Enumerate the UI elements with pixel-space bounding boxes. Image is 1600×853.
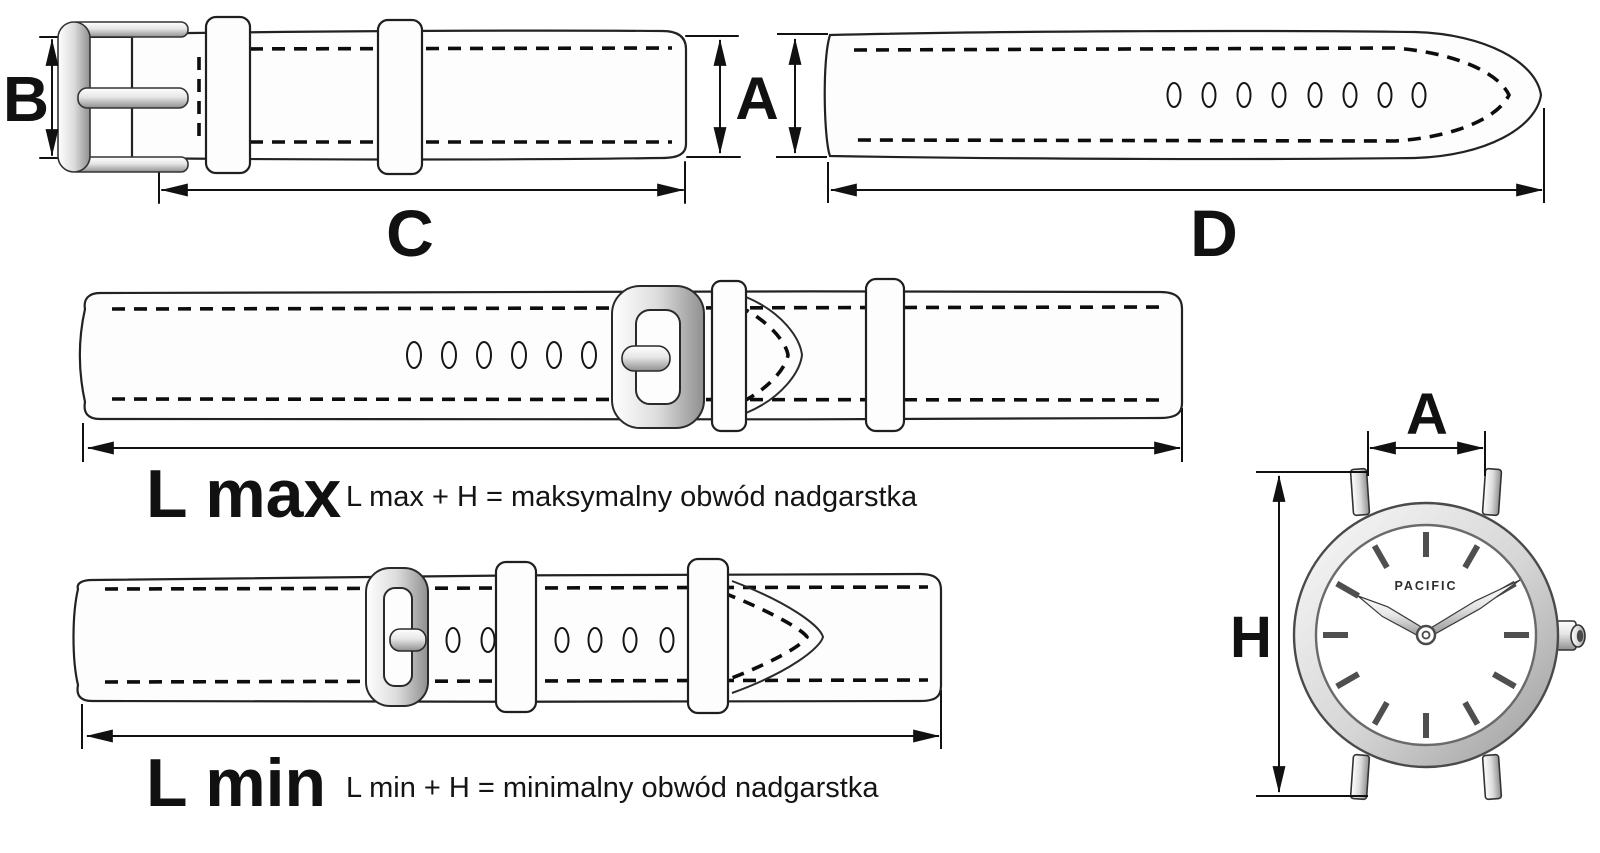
watch-brand: PACIFIC	[1394, 579, 1458, 593]
l-min-label: L min	[146, 745, 327, 821]
buckle-prong	[622, 346, 670, 371]
strap-keeper	[866, 279, 904, 431]
strap-keeper	[688, 559, 728, 713]
dimension-b	[3, 40, 52, 155]
dimension-l-min	[87, 736, 939, 821]
l-min-formula: L min + H = minimalny obwód nadgarstka	[346, 772, 879, 804]
l-max-formula: L max + H = maksymalny obwód nadgarstka	[346, 481, 918, 513]
watch-front-view	[1230, 382, 1585, 800]
dim-label-c: C	[386, 196, 434, 270]
strap-l-max	[80, 279, 1182, 532]
l-max-label: L max	[146, 456, 342, 532]
watch-crown	[1556, 621, 1585, 650]
dim-label-h: H	[1230, 605, 1272, 670]
dimension-c	[162, 190, 683, 270]
strap-keeper	[206, 17, 250, 173]
tail-strap-top-view	[720, 31, 1544, 270]
dim-label-d: D	[1190, 196, 1238, 270]
dimension-l-max	[88, 448, 1180, 532]
buckle	[366, 568, 428, 706]
dim-label-b: B	[2, 63, 50, 135]
buckle-prong	[390, 629, 426, 651]
dimension-a-watch	[1368, 382, 1485, 476]
strap-keeper	[378, 20, 422, 174]
dim-label-a-watch: A	[1406, 382, 1448, 447]
strap-keeper	[496, 562, 536, 712]
hands-hub	[1417, 626, 1435, 644]
dimension-d	[831, 190, 1542, 270]
dim-label-a-straps: A	[735, 65, 779, 132]
buckle-strap-top-view	[3, 17, 740, 270]
strap-l-min	[74, 559, 942, 821]
buckle	[612, 286, 704, 428]
buckle-prong	[78, 88, 188, 108]
strap-keeper	[712, 281, 746, 431]
dimension-a-straps	[720, 39, 795, 153]
